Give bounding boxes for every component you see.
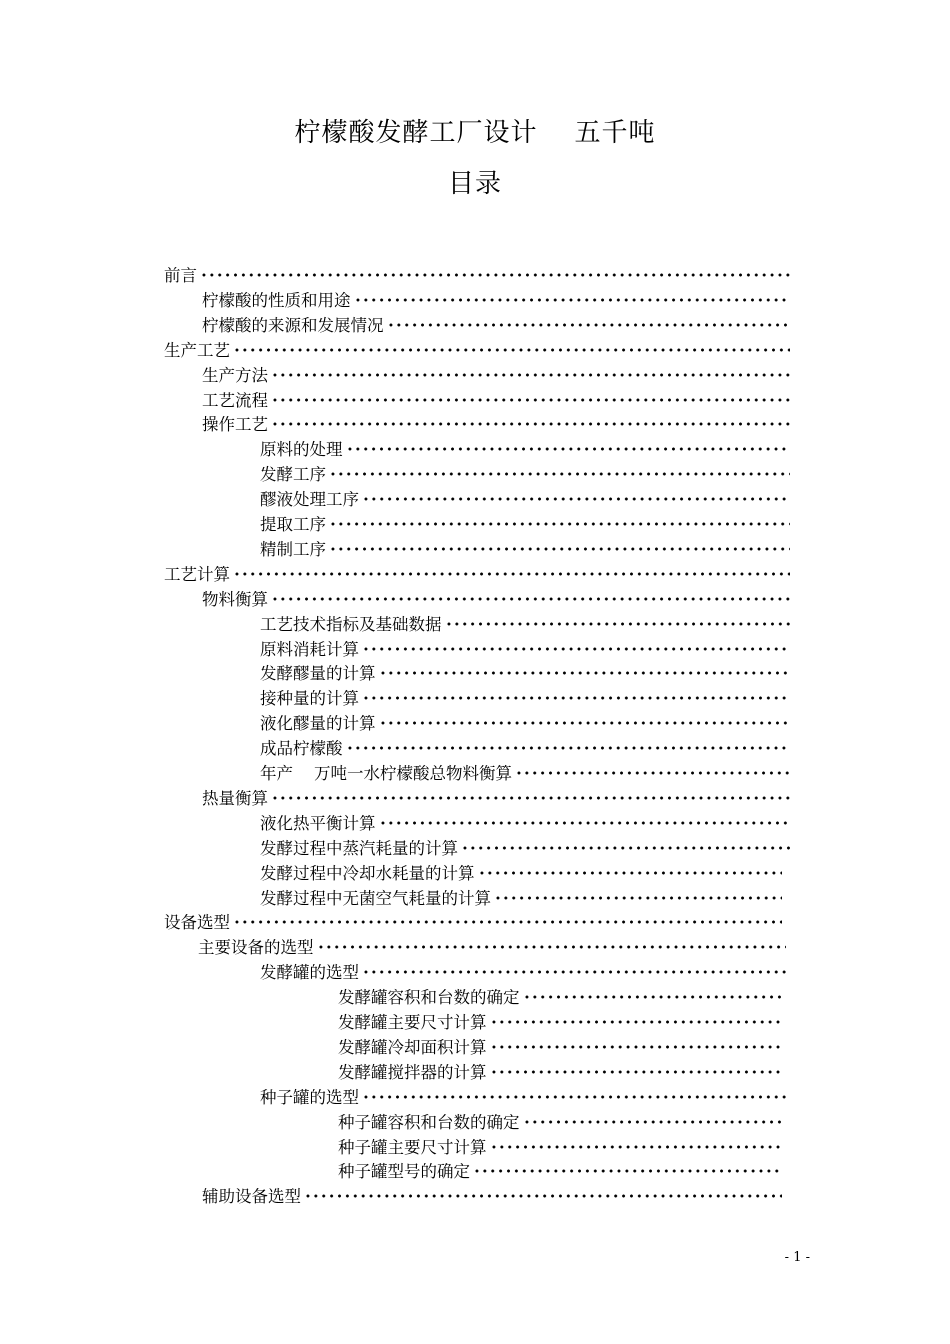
toc-dot-leader xyxy=(490,1145,783,1149)
toc-entry[interactable] xyxy=(260,860,782,884)
toc-entry-label: 操作工艺 xyxy=(202,415,268,434)
toc-dot-leader xyxy=(362,497,790,501)
toc-entry[interactable] xyxy=(338,1059,782,1083)
toc-entry[interactable] xyxy=(164,262,790,286)
toc-dot-leader xyxy=(200,273,790,277)
toc-dot-leader xyxy=(379,671,791,675)
toc-entry[interactable] xyxy=(202,287,790,311)
toc-dot-leader xyxy=(490,1045,783,1049)
toc-entry-label: 物料衡算 xyxy=(202,590,268,609)
toc-entry-label: 发酵过程中蒸汽耗量的计算 xyxy=(260,839,458,858)
toc-entry-label: 柠檬酸的来源和发展情况 xyxy=(202,316,384,335)
toc-dot-leader xyxy=(490,1070,783,1074)
toc-dot-leader xyxy=(490,1020,783,1024)
toc-dot-leader xyxy=(362,647,790,651)
page-number: - 1 - xyxy=(784,1250,810,1265)
toc-entry[interactable] xyxy=(338,1158,782,1182)
toc-entry[interactable] xyxy=(338,1034,782,1058)
toc-dot-leader xyxy=(379,821,791,825)
toc-entry[interactable] xyxy=(260,636,790,660)
toc-dot-leader xyxy=(233,920,782,924)
toc-entry-label: 发酵罐主要尺寸计算 xyxy=(338,1013,487,1032)
toc-entry[interactable] xyxy=(260,710,790,734)
toc-entry[interactable] xyxy=(338,984,782,1008)
toc-dot-leader xyxy=(362,1095,790,1099)
toc-dot-leader xyxy=(233,572,790,576)
toc-entry[interactable] xyxy=(260,486,790,510)
toc-entry-label: 提取工序 xyxy=(260,515,326,534)
toc-entry-label: 发酵工序 xyxy=(260,465,326,484)
toc-dot-leader xyxy=(362,696,790,700)
toc-entry[interactable] xyxy=(202,411,790,435)
toc-entry[interactable] xyxy=(338,1109,782,1133)
toc-entry[interactable] xyxy=(260,760,790,784)
toc-dot-leader xyxy=(271,422,790,426)
toc-entry[interactable] xyxy=(260,685,790,709)
toc-entry[interactable] xyxy=(260,536,790,560)
toc-entry-label: 辅助设备选型 xyxy=(202,1187,301,1206)
toc-entry-label: 工艺技术指标及基础数据 xyxy=(260,615,442,634)
toc-entry-label: 种子罐的选型 xyxy=(260,1088,359,1107)
toc-entry[interactable] xyxy=(202,1183,782,1207)
toc-dot-leader xyxy=(346,447,791,451)
toc-dot-leader xyxy=(354,298,791,302)
toc-dot-leader xyxy=(362,970,790,974)
toc-entry[interactable] xyxy=(260,660,790,684)
toc-entry[interactable] xyxy=(260,735,790,759)
toc-entry-label: 发酵罐搅拌器的计算 xyxy=(338,1063,487,1082)
toc-entry-label: 工艺流程 xyxy=(202,391,268,410)
toc-entry-label: 原料消耗计算 xyxy=(260,640,359,659)
toc-entry-label: 生产工艺 xyxy=(164,341,230,360)
toc-dot-leader xyxy=(329,472,790,476)
toc-entry[interactable] xyxy=(260,611,790,635)
toc-dot-leader xyxy=(271,597,790,601)
toc-dot-leader xyxy=(329,522,790,526)
toc-dot-leader xyxy=(271,398,790,402)
toc-entry[interactable] xyxy=(202,362,790,386)
toc-entry[interactable] xyxy=(164,337,790,361)
toc-entry-label: 种子罐型号的确定 xyxy=(338,1162,470,1181)
toc-entry-label: 种子罐容积和台数的确定 xyxy=(338,1113,520,1132)
toc-dot-leader xyxy=(478,871,783,875)
toc-entry[interactable] xyxy=(260,436,790,460)
toc-dot-leader xyxy=(304,1194,782,1198)
toc-dot-leader xyxy=(329,547,790,551)
toc-entry-label: 发酵过程中冷却水耗量的计算 xyxy=(260,864,475,883)
toc-entry[interactable] xyxy=(260,885,782,909)
toc-dot-leader xyxy=(523,1120,783,1124)
toc-entry[interactable] xyxy=(260,810,790,834)
toc-entry[interactable] xyxy=(202,785,790,809)
toc-entry-label: 发酵醪量的计算 xyxy=(260,664,376,683)
toc-dot-leader xyxy=(523,995,783,999)
toc-entry-label: 生产方法 xyxy=(202,366,268,385)
toc-entry[interactable] xyxy=(164,909,782,933)
toc-entry-label: 种子罐主要尺寸计算 xyxy=(338,1138,487,1157)
toc-entry-label: 接种量的计算 xyxy=(260,689,359,708)
toc-dot-leader xyxy=(317,945,787,949)
toc-entry-label: 前言 xyxy=(164,266,197,285)
toc-dot-leader xyxy=(346,746,791,750)
toc-entry[interactable] xyxy=(164,561,790,585)
toc-entry[interactable] xyxy=(260,461,790,485)
toc-heading: 目录 xyxy=(447,169,502,199)
toc-entry-label: 设备选型 xyxy=(164,913,230,932)
toc-entry-label: 醪液处理工序 xyxy=(260,490,359,509)
toc-entry-label: 发酵过程中无菌空气耗量的计算 xyxy=(260,889,491,908)
toc-dot-leader xyxy=(494,896,782,900)
toc-dot-leader xyxy=(379,721,791,725)
toc-entry-label: 热量衡算 xyxy=(202,789,268,808)
toc-dot-leader xyxy=(271,796,790,800)
toc-entry[interactable] xyxy=(202,312,790,336)
toc-entry-label: 液化醪量的计算 xyxy=(260,714,376,733)
toc-entry[interactable] xyxy=(260,959,790,983)
toc-entry[interactable] xyxy=(202,387,790,411)
toc-entry[interactable] xyxy=(338,1134,782,1158)
toc-entry-label: 发酵罐容积和台数的确定 xyxy=(338,988,520,1007)
toc-entry[interactable] xyxy=(260,511,790,535)
toc-entry-label: 原料的处理 xyxy=(260,440,343,459)
toc-dot-leader xyxy=(233,348,790,352)
document-title: 柠檬酸发酵工厂设计 五千吨 xyxy=(294,118,656,148)
toc-entry-label: 工艺计算 xyxy=(164,565,230,584)
toc-entry-label: 发酵罐的选型 xyxy=(260,963,359,982)
toc-dot-leader xyxy=(387,323,791,327)
toc-entry-label: 主要设备的选型 xyxy=(198,938,314,957)
toc-entry[interactable] xyxy=(260,1084,790,1108)
toc-entry-label: 发酵罐冷却面积计算 xyxy=(338,1038,487,1057)
toc-entry[interactable] xyxy=(338,1009,782,1033)
toc-entry-label: 柠檬酸的性质和用途 xyxy=(202,291,351,310)
toc-dot-leader xyxy=(271,373,790,377)
toc-dot-leader xyxy=(473,1169,782,1173)
toc-entry-label: 成品柠檬酸 xyxy=(260,739,343,758)
toc-entry-label: 液化热平衡计算 xyxy=(260,814,376,833)
toc-dot-leader xyxy=(515,771,790,775)
toc-entry[interactable] xyxy=(260,835,790,859)
toc-dot-leader xyxy=(461,846,790,850)
toc-entry-label: 精制工序 xyxy=(260,540,326,559)
toc-entry[interactable] xyxy=(202,586,790,610)
toc-entry[interactable] xyxy=(198,934,786,958)
toc-dot-leader xyxy=(445,622,791,626)
toc-entry-label: 年产 万吨一水柠檬酸总物料衡算 xyxy=(260,764,512,783)
